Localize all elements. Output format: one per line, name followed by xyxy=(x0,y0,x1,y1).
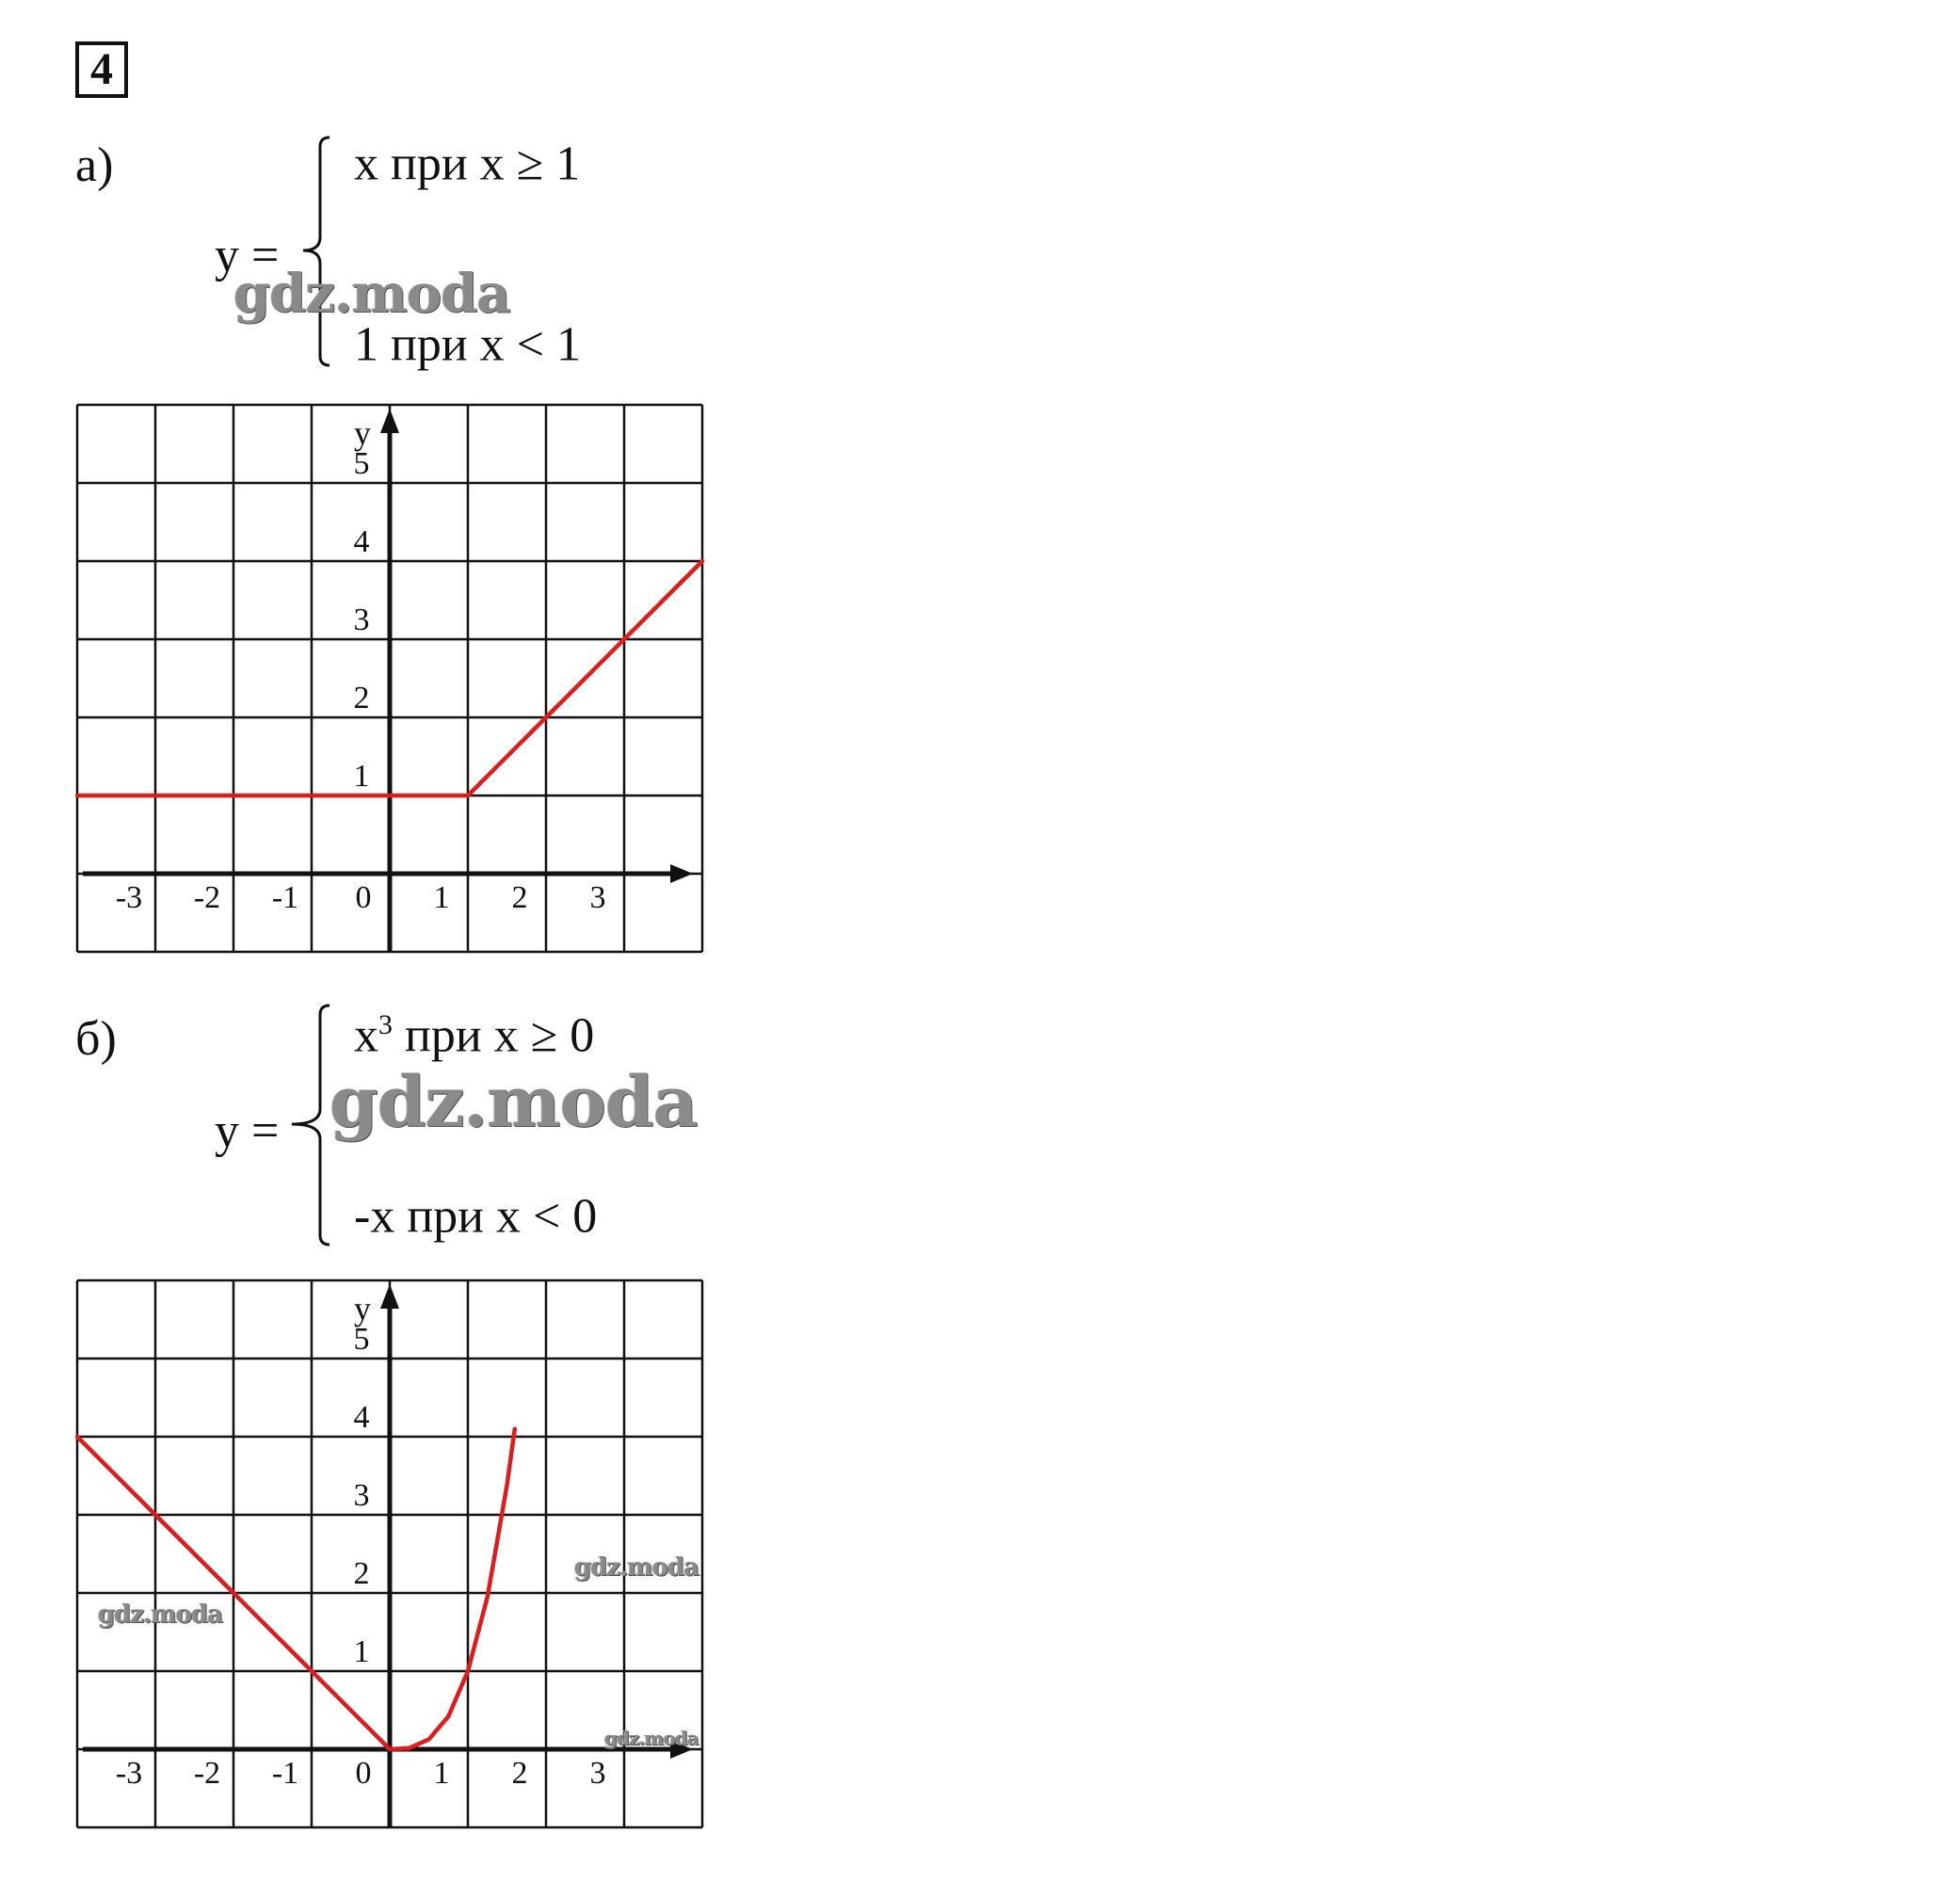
x-tick-label: 0 xyxy=(355,880,372,915)
x-tick-label: 1 xyxy=(433,880,450,915)
part-a-case-1-cond: при x ≥ 1 xyxy=(391,137,581,191)
x-axis-arrow xyxy=(670,864,693,883)
part-b-lhs: y = xyxy=(215,1104,280,1158)
x-tick-label: 2 xyxy=(511,880,528,915)
part-a-case-2-cond: при x < 1 xyxy=(391,317,581,372)
part-b-case-1-cond: при x ≥ 0 xyxy=(405,1008,595,1063)
part-a-case-1 xyxy=(354,137,581,191)
part-b-case-2-expr: -x xyxy=(354,1189,395,1244)
x-tick-label: -2 xyxy=(193,880,221,915)
x-tick-label: -3 xyxy=(115,880,143,915)
series-line xyxy=(390,1429,515,1749)
task-number: 4 xyxy=(90,44,113,94)
chart-a xyxy=(75,403,706,968)
x-tick-label: 2 xyxy=(511,1756,528,1791)
part-b-case-2-cond: при x < 0 xyxy=(407,1189,598,1244)
x-tick-label: 3 xyxy=(589,880,606,915)
part-b-case-2 xyxy=(354,1189,598,1244)
y-tick-label: 4 xyxy=(353,524,370,559)
y-tick-label: 1 xyxy=(353,759,370,794)
x-tick-label: -2 xyxy=(193,1756,221,1791)
part-b-case-1-expr: x xyxy=(354,1008,378,1063)
part-a-case-2-expr: 1 xyxy=(354,317,378,372)
y-tick-label: 2 xyxy=(353,1556,370,1591)
x-tick-label: -1 xyxy=(271,880,299,915)
x-tick-label: 1 xyxy=(433,1756,450,1791)
watermark-b-axis: gdz.moda xyxy=(604,1727,699,1749)
part-b-case-1-sup: 3 xyxy=(378,1009,393,1040)
y-axis-label: y xyxy=(354,1290,371,1327)
x-tick-label: 3 xyxy=(589,1756,606,1791)
x-tick-label: -3 xyxy=(115,1756,143,1791)
part-a-brace xyxy=(282,134,339,369)
y-tick-label: 5 xyxy=(353,446,370,481)
part-b-label: б) xyxy=(75,1012,117,1066)
y-tick-label: 1 xyxy=(353,1634,370,1669)
x-tick-label: -1 xyxy=(271,1756,299,1791)
watermark-a-formula: gdz.moda xyxy=(233,263,510,325)
x-tick-label: 0 xyxy=(355,1756,372,1791)
y-tick-label: 5 xyxy=(353,1322,370,1357)
watermark-b-left: gdz.moda xyxy=(98,1600,223,1629)
part-a-case-1-expr: x xyxy=(354,137,378,191)
task-number-box xyxy=(75,41,128,98)
y-axis-label: y xyxy=(354,414,371,452)
part-a-case-2 xyxy=(354,317,581,372)
watermark-b-formula: gdz.moda xyxy=(329,1062,698,1143)
y-tick-label: 2 xyxy=(353,681,370,716)
y-tick-label: 3 xyxy=(353,603,370,637)
part-b-case-1 xyxy=(354,1008,595,1063)
y-tick-label: 4 xyxy=(353,1400,370,1435)
watermark-b-right: gdz.moda xyxy=(574,1553,699,1582)
y-axis-arrow xyxy=(380,409,399,433)
y-axis-arrow xyxy=(380,1284,399,1309)
y-tick-label: 3 xyxy=(353,1478,370,1513)
part-a-lhs: y = xyxy=(215,229,280,282)
part-a-label: а) xyxy=(75,138,114,192)
